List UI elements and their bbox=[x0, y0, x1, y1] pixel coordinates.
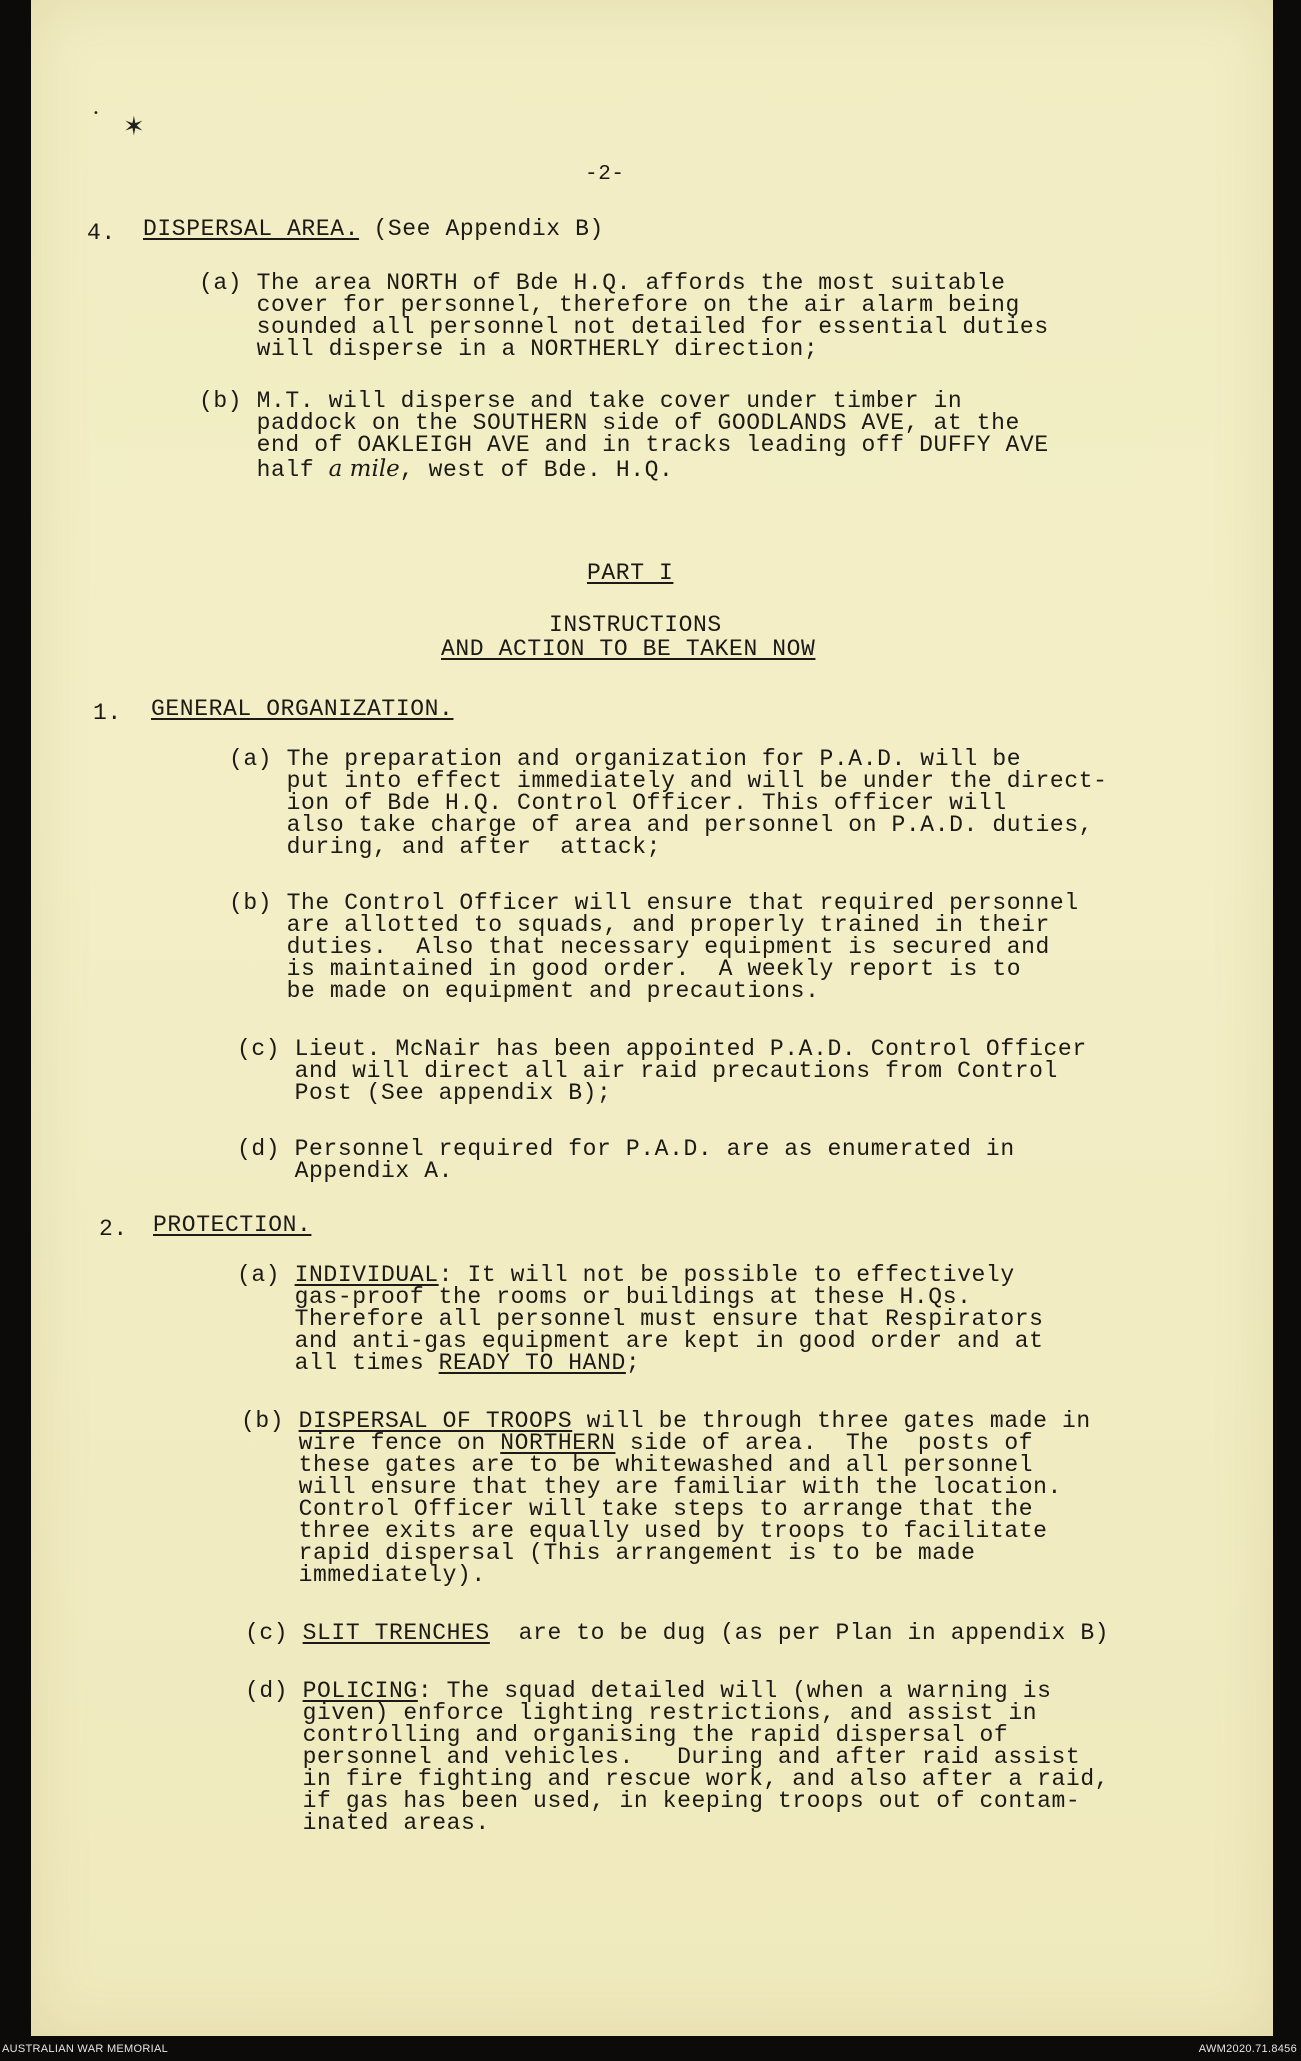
para-2a-label: (a) bbox=[237, 1262, 295, 1288]
para-2c-label: (c) bbox=[245, 1620, 303, 1646]
para-4b-line bbox=[199, 456, 673, 483]
para-4a-line: will disperse in a NORTHERLY direction; bbox=[199, 336, 819, 362]
footer-right: AWM2020.71.8456 bbox=[1198, 2043, 1297, 2055]
dispersal-title-suffix: (See Appendix B) bbox=[359, 216, 604, 242]
para-2a-line: and anti-gas equipment are kept in good order and at bbox=[237, 1328, 1044, 1354]
para-2d-line: if gas has been used, in keeping troops out of contam- bbox=[245, 1788, 1081, 1814]
handwritten-insertion: a mile bbox=[328, 456, 400, 482]
part-subtitle-2: AND ACTION TO BE TAKEN NOW bbox=[441, 636, 816, 662]
para-1d-line: (d) Personnel required for P.A.D. are as enumerated in bbox=[237, 1136, 1015, 1162]
para-2a-last-keyword: READY TO HAND bbox=[438, 1350, 626, 1376]
para-1a-line: ion of Bde H.Q. Control Officer. This officer will bbox=[229, 790, 1007, 816]
para-2b-line: these gates are to be whitewashed and all personnel bbox=[241, 1452, 1034, 1478]
para-1b-line: duties. Also that necessary equipment is secured and bbox=[229, 934, 1050, 960]
section-number: 4. bbox=[87, 220, 116, 246]
para-2a-line: Therefore all personnel must ensure that Respirators bbox=[237, 1306, 1044, 1332]
para-2b-second-keyword: NORTHERN bbox=[500, 1430, 616, 1456]
para-2a-last-pre: all times bbox=[237, 1350, 439, 1376]
part-title: PART I bbox=[587, 560, 674, 586]
para-2b-rest: will be through three gates made in bbox=[572, 1408, 1091, 1434]
para-2b-line: Control Officer will take steps to arrange that the bbox=[241, 1496, 1034, 1522]
para-2b-label: (b) bbox=[241, 1408, 299, 1434]
para-1c-line: (c) Lieut. McNair has been appointed P.A.D. Control Officer bbox=[237, 1036, 1087, 1062]
para-2b-line: three exits are equally used by troops to facilitate bbox=[241, 1518, 1048, 1544]
para-1d-line: Appendix A. bbox=[237, 1158, 454, 1184]
para-1b-line: be made on equipment and precautions. bbox=[229, 978, 820, 1004]
section-heading-protection: PROTECTION. bbox=[153, 1212, 312, 1238]
para-2b-line: immediately). bbox=[241, 1562, 486, 1588]
para-2d-line: controlling and organising the rapid dispersal of bbox=[245, 1722, 1009, 1748]
para-1a-line: also take charge of area and personnel on P.A.D. duties, bbox=[229, 812, 1094, 838]
para-1a-line: put into effect immediately and will be under the direct- bbox=[229, 768, 1108, 794]
para-2b-second-pre: wire fence on bbox=[241, 1430, 501, 1456]
punch-hole-mark: ✶ bbox=[123, 112, 145, 142]
page-number: -2- bbox=[585, 163, 625, 186]
para-2d-keyword: POLICING bbox=[302, 1678, 418, 1704]
para-2d-rest: : The squad detailed will (when a warning is bbox=[417, 1678, 1052, 1704]
para-1b-line: (b) The Control Officer will ensure that required personnel bbox=[229, 890, 1079, 916]
para-1c-line: and will direct all air raid precautions from Control bbox=[237, 1058, 1058, 1084]
para-2d-line: in fire fighting and rescue work, and also after a raid, bbox=[245, 1766, 1110, 1792]
para-4a-line: (a) The area NORTH of Bde H.Q. affords the most suitable bbox=[199, 270, 1006, 296]
para-2b-second-post: side of area. The posts of bbox=[615, 1430, 1034, 1456]
para-4a-line: sounded all personnel not detailed for essential duties bbox=[199, 314, 1049, 340]
para-2d-label: (d) bbox=[245, 1678, 303, 1704]
para-2c-line bbox=[245, 1620, 1109, 1646]
tack-mark: • bbox=[93, 108, 99, 119]
para-4b-line: (b) M.T. will disperse and take cover under timber in bbox=[199, 388, 963, 414]
para-2a-last-post: ; bbox=[625, 1350, 641, 1376]
para-1b-line: is maintained in good order. A weekly report is to bbox=[229, 956, 1022, 982]
footer-left: AUSTRALIAN WAR MEMORIAL bbox=[2, 2043, 169, 2055]
para-2b-line: will ensure that they are familiar with the location. bbox=[241, 1474, 1062, 1500]
para-2b-line: rapid dispersal (This arrangement is to be made bbox=[241, 1540, 976, 1566]
para-4a-line: cover for personnel, therefore on the air alarm being bbox=[199, 292, 1020, 318]
section-number: 1. bbox=[93, 700, 122, 726]
section-heading-general: GENERAL ORGANIZATION. bbox=[151, 696, 454, 722]
para-4b-line: end of OAKLEIGH AVE and in tracks leading off DUFFY AVE bbox=[199, 432, 1049, 458]
document-page bbox=[31, 0, 1273, 2036]
section-heading-dispersal bbox=[143, 216, 604, 242]
part-subtitle-1: INSTRUCTIONS bbox=[549, 612, 722, 638]
dispersal-title: DISPERSAL AREA. bbox=[143, 216, 360, 242]
para-2a-keyword: INDIVIDUAL bbox=[294, 1262, 439, 1288]
para-2a-rest: : It will not be possible to effectively bbox=[438, 1262, 1015, 1288]
para-2c-rest: are to be dug (as per Plan in appendix B) bbox=[489, 1620, 1110, 1646]
para-2a-line: gas-proof the rooms or buildings at these H.Qs. bbox=[237, 1284, 972, 1310]
para-4b-pre: half bbox=[199, 457, 329, 483]
para-2d-line: personnel and vehicles. During and after raid assist bbox=[245, 1744, 1081, 1770]
para-2c-keyword: SLIT TRENCHES bbox=[302, 1620, 490, 1646]
section-number: 2. bbox=[99, 1216, 128, 1242]
para-2d-line: inated areas. bbox=[245, 1810, 490, 1836]
para-2a-line bbox=[237, 1350, 640, 1376]
para-2b-keyword: DISPERSAL OF TROOPS bbox=[298, 1408, 573, 1434]
para-2d-line: given) enforce lighting restrictions, and assist in bbox=[245, 1700, 1038, 1726]
para-1c-line: Post (See appendix B); bbox=[237, 1080, 612, 1106]
para-4b-line: paddock on the SOUTHERN side of GOODLANDS AVE, at the bbox=[199, 410, 1020, 436]
para-1b-line: are allotted to squads, and properly trained in their bbox=[229, 912, 1050, 938]
para-1a-line: (a) The preparation and organization for P.A.D. will be bbox=[229, 746, 1022, 772]
para-1a-line: during, and after attack; bbox=[229, 834, 662, 860]
para-4b-post: , west of Bde. H.Q. bbox=[399, 457, 674, 483]
